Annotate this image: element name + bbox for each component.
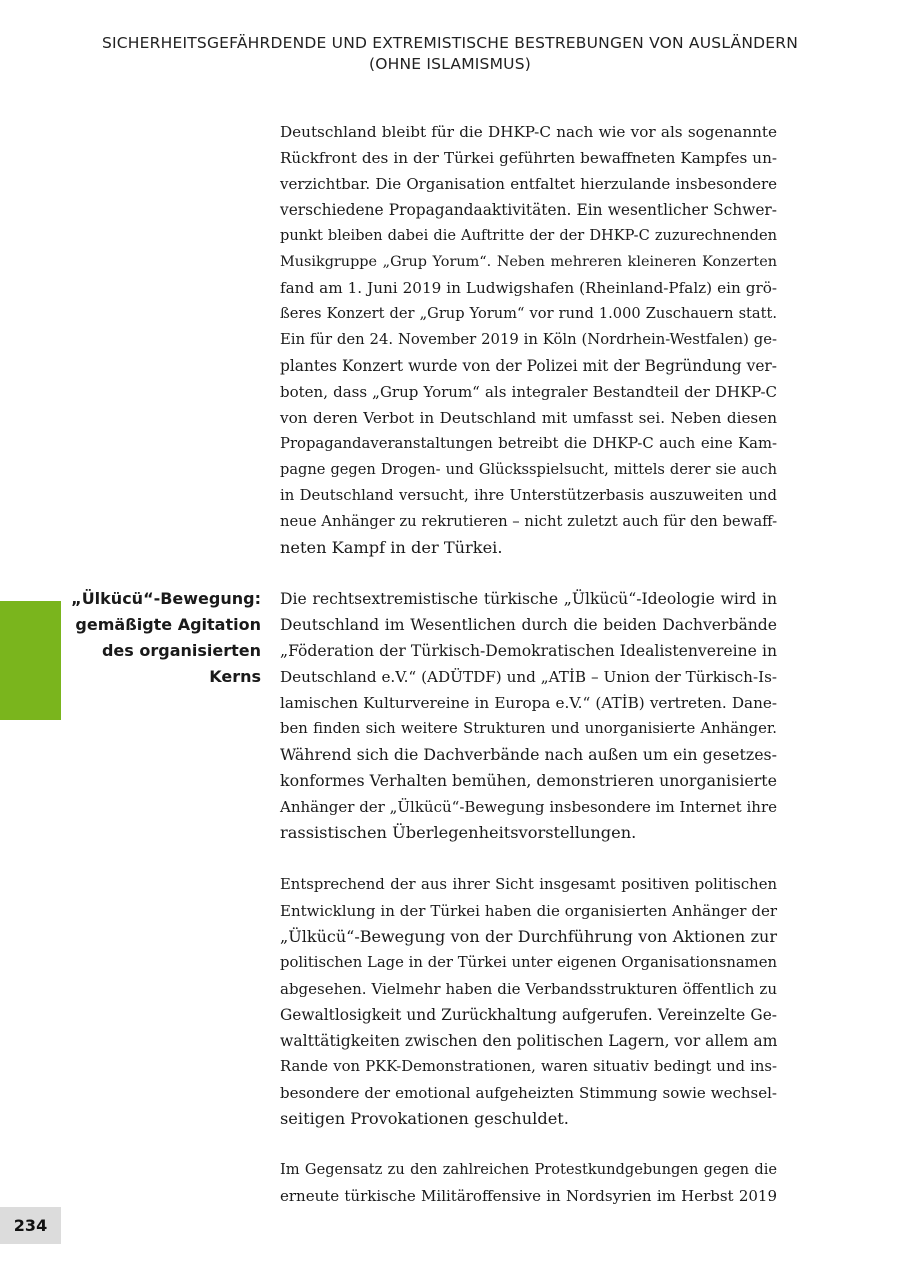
text-line: Während sich die Dachverbände nach außen um ein gesetzes- — [280, 745, 777, 764]
text-line: lamischen Kulturvereine in Europa e.V.“ (ATİB) vertreten. Dane- — [280, 694, 777, 712]
text-line: Anhänger der „Ülkücü“-Bewegung insbesondere im Internet ihre — [280, 798, 777, 816]
text-line: erneute türkische Militäroffensive in Nordsyrien im Herbst 2019 — [280, 1187, 777, 1205]
page-number: 234 — [0, 1207, 61, 1244]
text-line: Entwicklung in der Türkei haben die organisierten Anhänger der — [280, 902, 777, 920]
heading-line: Kerns — [209, 667, 261, 686]
paragraph-dhkpc — [280, 119, 777, 561]
text-line: pagne gegen Drogen- und Glücksspielsucht, mittels derer sie auch — [280, 461, 777, 478]
text-line: „Ülkücü“-Bewegung von der Durchführung von Aktionen zur — [280, 927, 777, 946]
heading-line: gemäßigte Agitation — [75, 615, 261, 634]
section-marginal-heading — [40, 586, 261, 690]
text-line: boten, dass „Grup Yorum“ als integraler Bestandteil der DHKP-C — [280, 383, 777, 401]
paragraph-uelkuecue-ideology — [280, 586, 777, 846]
text-line: seitigen Provokationen geschuldet. — [280, 1109, 569, 1128]
text-line: Deutschland bleibt für die DHKP-C nach wie vor als sogenannte — [280, 123, 777, 141]
text-line: von deren Verbot in Deutschland mit umfasst sei. Neben diesen — [280, 409, 777, 427]
text-line: walttätigkeiten zwischen den politischen Lagern, vor allem am — [280, 1032, 778, 1050]
text-line: ßeres Konzert der „Grup Yorum“ vor rund 1.000 Zuschauern statt. — [280, 305, 777, 322]
heading-line: des organisierten — [101, 641, 261, 660]
text-line: in Deutschland versucht, ihre Unterstützerbasis auszuweiten und — [280, 487, 777, 504]
running-header-line-1: SICHERHEITSGEFÄHRDENDE UND EXTREMISTISCHE BESTREBUNGEN VON AUSLÄNDERN — [101, 34, 799, 52]
text-line: ben finden sich weitere Strukturen und unorganisierte Anhänger. — [280, 720, 777, 737]
text-line: Rande von PKK-Demonstrationen, waren situativ bedingt und ins- — [280, 1058, 777, 1075]
text-line: „Föderation der Türkisch-Demokratischen Idealistenvereine in — [280, 642, 777, 660]
text-line: Deutschland e.V.“ (ADÜTDF) und „ATİB – Union der Türkisch-Is- — [280, 668, 777, 686]
text-line: konformes Verhalten bemühen, demonstrieren unorganisierte — [280, 771, 777, 790]
text-line: Die rechtsextremistische türkische „Ülkücü“-Ideologie wird in — [280, 590, 777, 608]
text-line: Gewaltlosigkeit und Zurückhaltung aufgerufen. Vereinzelte Ge- — [280, 1006, 777, 1024]
heading-line: „Ülkücü“-Bewegung: — [71, 589, 261, 608]
text-line: fand am 1. Juni 2019 in Ludwigshafen (Rheinland-Pfalz) ein grö- — [280, 279, 777, 297]
text-line: Im Gegensatz zu den zahlreichen Protestkundgebungen gegen die — [280, 1161, 777, 1178]
text-line: Rückfront des in der Türkei geführten bewaffneten Kampfes un- — [280, 149, 777, 167]
text-line: plantes Konzert wurde von der Polizei mit der Begründung ver- — [280, 357, 777, 375]
text-line: Deutschland im Wesentlichen durch die beiden Dachverbände — [280, 616, 777, 634]
text-line: Ein für den 24. November 2019 in Köln (Nordrhein-Westfalen) ge- — [280, 331, 777, 348]
paragraph-protests — [280, 1157, 777, 1209]
text-line: Musikgruppe „Grup Yorum“. Neben mehreren kleineren Konzerten — [280, 254, 777, 270]
text-line: neue Anhänger zu rekrutieren – nicht zuletzt auch für den bewaff- — [280, 513, 778, 530]
text-line: abgesehen. Vielmehr haben die Verbandsstrukturen öffentlich zu — [280, 980, 777, 998]
text-line: Entsprechend der aus ihrer Sicht insgesamt positiven politischen — [280, 876, 777, 893]
text-line: besondere der emotional aufgeheizten Stimmung sowie wechsel- — [280, 1084, 777, 1102]
text-line: Propagandaveranstaltungen betreibt die DHKP-C auch eine Kam- — [280, 435, 777, 452]
text-line: rassistischen Überlegenheitsvorstellungen. — [280, 823, 637, 842]
text-line: verzichtbar. Die Organisation entfaltet hierzulande insbesondere — [280, 175, 777, 193]
text-line: punkt bleiben dabei die Auftritte der der DHKP-C zuzurechnenden — [280, 227, 777, 244]
text-line: neten Kampf in der Türkei. — [280, 538, 503, 557]
paragraph-turkey-development — [280, 872, 777, 1132]
text-line: politischen Lage in der Türkei unter eigenen Organisationsnamen — [280, 954, 777, 971]
running-header-line-2: (OHNE ISLAMISMUS) — [368, 55, 531, 73]
text-line: verschiedene Propagandaaktivitäten. Ein wesentlicher Schwer- — [280, 201, 777, 219]
running-header — [0, 33, 900, 75]
